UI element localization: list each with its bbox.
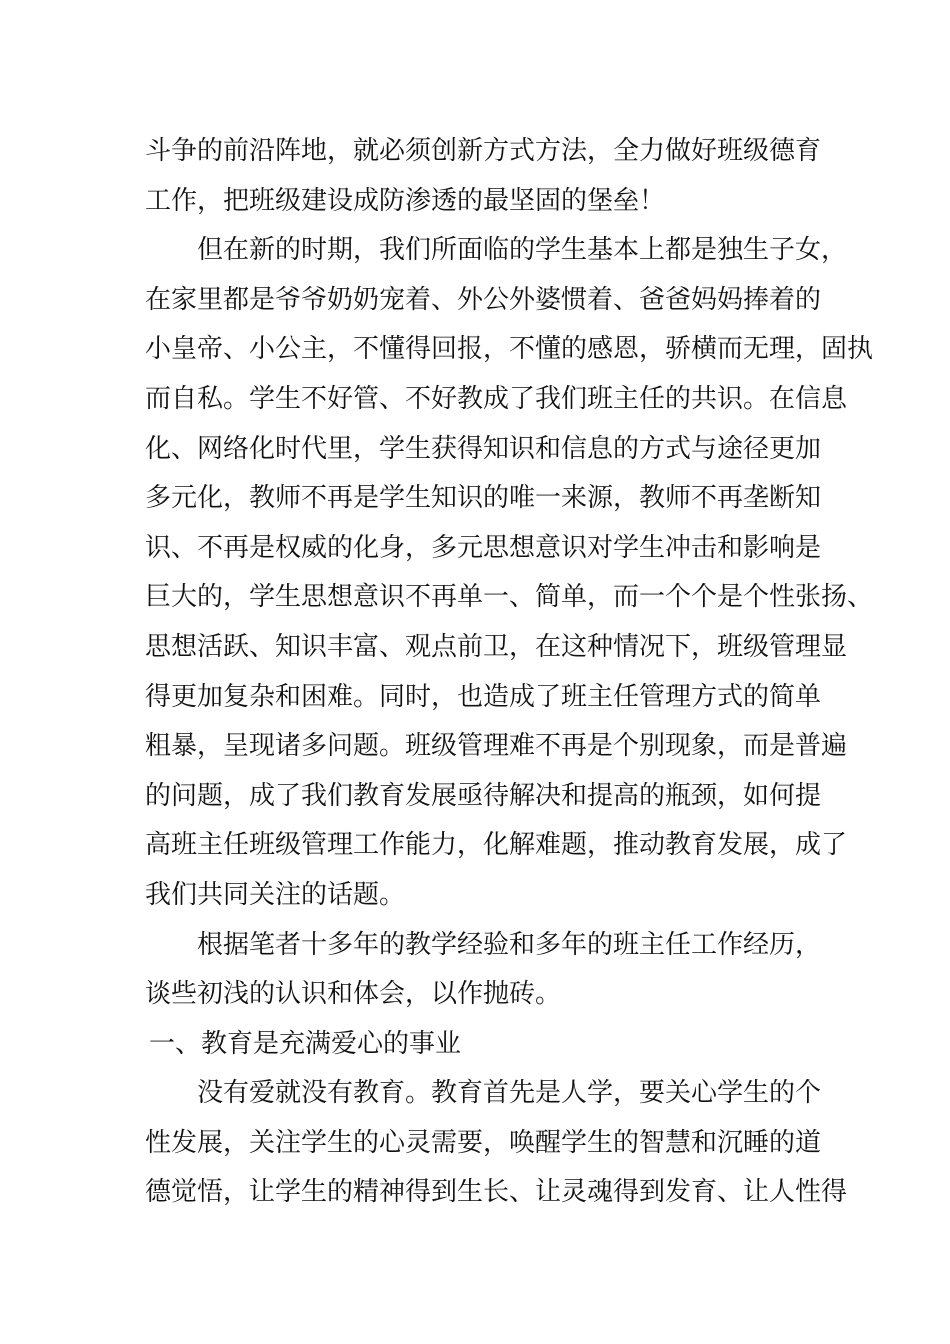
document-body: [145, 127, 874, 1218]
text-line: 化、网络化时代里，学生获得知识和信息的方式与途径更加: [145, 433, 822, 464]
text-line: 思想活跃、知识丰富、观点前卫，在这种情况下，班级管理显: [145, 631, 848, 662]
paragraph-first-line: 没有爱就没有教育。教育首先是人学，要关心学生的个: [197, 1078, 822, 1109]
section-heading: 一、教育是充满爱心的事业: [149, 1028, 462, 1059]
text-line: 粗暴，呈现诸多问题。班级管理难不再是个别现象，而是普遍: [145, 731, 848, 762]
paragraph-first-line: 但在新的时期，我们所面临的学生基本上都是独生子女，: [197, 235, 848, 266]
text-line: 的问题，成了我们教育发展亟待解决和提高的瓶颈，如何提: [145, 780, 822, 811]
text-line: 得更加复杂和困难。同时，也造成了班主任管理方式的简单: [145, 681, 822, 712]
text-line: 而自私。学生不好管、不好教成了我们班主任的共识。在信息: [145, 383, 848, 414]
text-line: 高班主任班级管理工作能力，化解难题，推动教育发展，成了: [145, 830, 848, 861]
text-line: 巨大的，学生思想意识不再单一、简单，而一个个是个性张扬、: [145, 582, 874, 613]
text-line: 德觉悟，让学生的精神得到生长、让灵魂得到发育、让人性得: [145, 1177, 848, 1208]
paragraph-first-line: 根据笔者十多年的教学经验和多年的班主任工作经历，: [197, 929, 822, 960]
text-line: 谈些初浅的认识和体会，以作抛砖。: [145, 979, 562, 1010]
text-line: 识、不再是权威的化身，多元思想意识对学生冲击和影响是: [145, 532, 822, 563]
text-line: 小皇帝、小公主，不懂得回报，不懂的感恩，骄横而无理，固执: [145, 334, 874, 365]
text-line: 多元化，教师不再是学生知识的唯一来源，教师不再垄断知: [145, 483, 822, 514]
text-line: 我们共同关注的话题。: [145, 879, 406, 910]
text-line: 性发展，关注学生的心灵需要，唤醒学生的智慧和沉睡的道: [145, 1127, 822, 1158]
text-line: 在家里都是爷爷奶奶宠着、外公外婆惯着、爸爸妈妈捧着的: [145, 284, 822, 315]
text-line: 斗争的前沿阵地，就必须创新方式方法，全力做好班级德育: [145, 136, 822, 166]
text-line: 工作，把班级建设成防渗透的最坚固的堡垒！: [145, 185, 666, 216]
